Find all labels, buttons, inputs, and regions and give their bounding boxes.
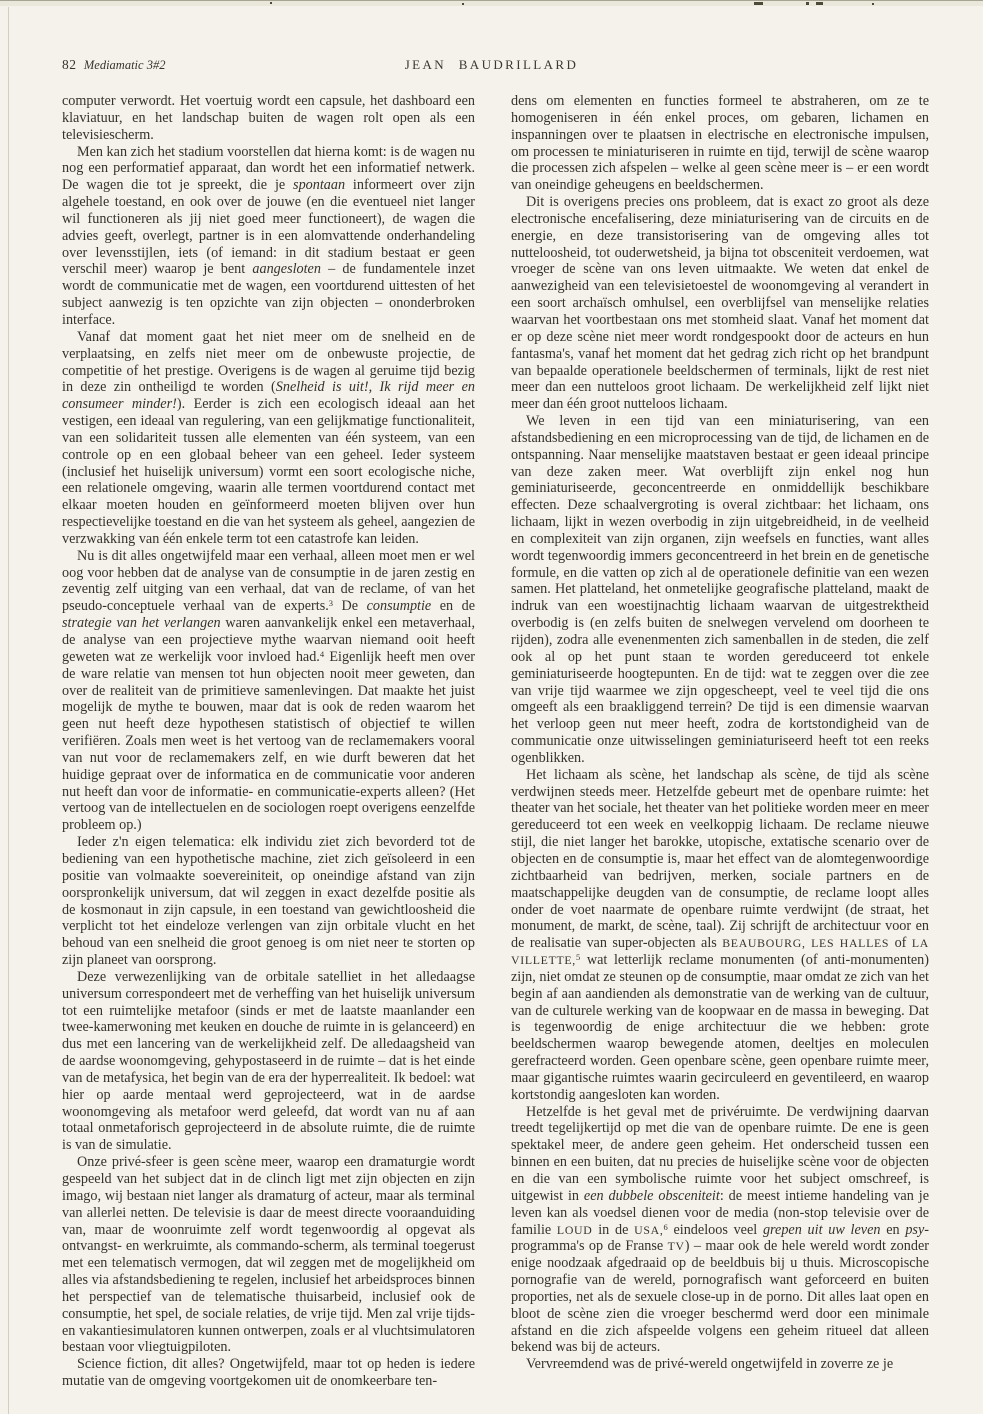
scan-artifact <box>816 2 823 5</box>
text-column-right <box>511 93 929 1399</box>
scan-edge-top <box>0 0 983 6</box>
paragraph: Vanaf dat moment gaat het niet meer om de snelheid en de verplaatsing, en zelfs niet meer om de onbewuste projectie, de competitie of het prestige. Overigens is de wagen al geruime tijd bezig in deze zin ontheiligd te worden (Snelheid is uit!, Ik rijd meer en consumeer minder!). Eerder is zich een ecologisch ideaal aan het vestigen, een ideaal van regulering, van een gelijkmatige functionaliteit, van een solidariteit tussen alle elementen van één systeem, van een controle op en een globaal beheer van een geheel. Ieder systeem (inclusief het huiselijk universum) vormt een soort ecologische niche, een relationele omgeving, waarin alle termen voortdurend contact met elkaar moeten houden en geïnformeerd moeten blijven over hun respectievelijke toestand en die van het systeem als geheel, aangezien de verzwakking van één enkele term tot een catastrofe kan leiden. <box>62 328 475 547</box>
page-header <box>0 57 983 79</box>
paragraph: Onze privé-sfeer is geen scène meer, waarop een dramaturgie wordt gespeeld van het subject dat in de clinch ligt met zijn objecten en zijn imago, wij bestaan niet langer als dramaturg of acteur, maar als terminal van allerlei netten. De televisie is daar de meest directe vooraanduiding van, maar de woonruimte zelf wordt tegenwoordig al opgevat als ontvangst- en werkruimte, als commando-scherm, als terminal toegerust met een telematisch vermogen, dat wil zeggen met de mogelijkheid om alles via afstandsbediening te regelen, inclusief het arbeidsproces binnen het perspectief van de telematische thuisarbeid, inclusief ook de consumptie, het spel, de sociale relaties, de vrije tijd. Men zal vrije tijds- en vakantiesimulatoren kunnen ontwerpen, zoals er al vluchtsimulatoren bestaan voor vliegtuigpiloten. <box>62 1154 475 1356</box>
journal-title: Mediamatic 3#2 <box>83 58 166 72</box>
text-column-left <box>62 93 475 1399</box>
scan-artifact <box>806 2 809 5</box>
paragraph: Dit is overigens precies ons probleem, dat is exact zo groot als deze electronische encefalisering, deze miniaturisering van de circuits en de energie, en deze transistorisering van de omgeving alles tot nutteloosheid, tot ouderwetsheid, ja bijna tot obsceniteit verdoemen, wat vroeger de scène van ons leven uitmaakte. We weten dat enkel de aanwezigheid van een televisietoestel de woonomgeving al verandert in een soort archaïsch omhulsel, een overblijfsel van menselijke relaties waarvan het voortbestaan ons met stomheid slaat. Vanaf het moment dat er op deze scène niet meer wordt rondgespookt door de acteurs en hun fantasma's, vanaf het moment dat het gedrag zich richt op het brandpunt van bepaalde operationele beeldschermen of terminals, lijkt de rest niet meer dan een nutteloos groot lichaam. De werkelijkheid zelf lijkt niet meer dan één groot nutteloos lichaam. <box>511 194 929 413</box>
author-name: JEAN BAUDRILLARD <box>404 57 579 72</box>
paragraph: Vervreemdend was de privé-wereld ongetwijfeld in zoverre ze je <box>526 1356 894 1373</box>
paragraph: Men kan zich het stadium voorstellen dat hierna komt: is de wagen nu nog een performatief apparaat, dan wordt het een informatief netwerk. De wagen die tot je spreekt, die je spontaan informeert over zijn algehele toestand, en ook over de jouwe (en die eventueel niet langer wil functioneren als jij niet goed meer functioneert), de wagen die advies geeft, overlegt, partner is in een alomvattende onderhandeling over levensstijlen, iets (of iemand: in dit stadium bestaat er geen verschil meer) waarop je bent aangesloten – de fundamentele inzet wordt de communicatie met de wagen, een voortdurend uittesten of het subject aanwezig is ten opzichte van zijn objecten – ononderbroken interface. <box>62 143 475 328</box>
paragraph: dens om elementen en functies formeel te abstraheren, om ze te homogeniseren in één enkel proces, om gebaren, lichamen en inspanningen over te plaatsen in electrische en electronische impulsen, om processen te miniaturiseren in ruimte en tijd, terwijl de scène waarop die processen zich afspelen – welke al geen scène meer is – er een wordt van oneindige geheugens en beeldschermen. <box>511 93 929 194</box>
paragraph: Ieder z'n eigen telematica: elk individu ziet zich bevorderd tot de bediening van een hypothetische machine, ziet zich geïsoleerd in een positie van volmaakte soevereiniteit, op oneindige afstand van zijn oorspronkelijk universum, dat wil zeggen in exact dezelfde positie als de kosmonaut in zijn capsule, in een toestand van gewichtloosheid die verplicht tot het eindeloze verlengen van zijn orbitale vlucht en het behoud van een snelheid die groot genoeg is om niet neer te storten op zijn planeet van oorsprong. <box>62 834 475 969</box>
paragraph: We leven in een tijd van een miniaturisering, van een afstandsbediening en een microprocessing van de tijd, de lichamen en de ontspanning. Naar menselijke maatstaven bestaat er geen ideaal principe van deze zaken meer. Wat overblijft zijn enkel nog hun geminiaturiseerde, geconcentreerde en onmiddellijk beschikbare effecten. Deze schaalvergroting is overal zichtbaar: het lichaam, ons lichaam, lijkt in wezen overbodig in zijn uitgebreidheid, in de veelheid en complexiteit van zijn organen, zijn weefsels en functies, want alles wordt tegenwoordig immers geconcentreerd in het brein en de genetische formule, en die vatten op zich al de operationele definitie van een wezen samen. Het platteland, het onmetelijke geografische platteland, maakt de indruk van een woestijnachtig lichaam waarvan de uitgestrektheid overbodig is (en zelfs buiten de snelwegen vervelend om doorheen te rijden), zodra alle evenenmenten zich samenballen in de steden, die zelf ook al op het punt staan te worden gereduceerd tot enkele geminiaturiseerde hoogtepunten. En de tijd: wat te zeggen over die zee van vrije tijd waarmee we zijn opgescheept, veel te veel tijd die ons omgeeft als een braakliggend terrein? De tijd is een dimensie waarvan het verloop geen nut meer heeft, zodra de kortstondigheid van de communicatie onze uitwisselingen geminiaturiseerd heeft tot een reeks ogenblikken. <box>511 413 929 766</box>
scan-artifact <box>270 2 272 4</box>
scan-artifact <box>872 3 874 5</box>
paragraph: Het lichaam als scène, het landschap als scène, de tijd als scène verdwijnen steeds meer. Hetzelfde gebeurt met de openbare ruimte: het theater van het sociale, het theater van het politieke worden meer en meer gereduceerd tot een week en veelkoppig lichaam. De reclame nieuwe stijl, die niet langer het barokke, utopische, extatische scenario over de objecten en de consumptie is, maar het effect van de alomtegenwoordige zichtbaarheid van bedrijven, merken, sociale partners en de maatschappelijke deugden van de consumptie, de reclame loopt alles onder de voet naarmate de openbare ruimte verdwijnt (de straat, het monument, de markt, de scène, taal). Zij schrijft de architectuur voor en de realisatie van super-objecten als BEAUBOURG, LES HALLES of LA VILLETTE,$^5$ wat letterlijk reclame monumenten (of anti-monumenten) zijn, niet omdat ze steunen op de consumptie, maar omdat ze zich van het begin af aan aandienden als demonstratie van de werking van de cultuur, van de culturele werking van de koopwaar en de massa in beweging. Dat is tegenwoordig de enige architectuur die we hebben: grote beeldschermen waarop bewegende atomen, deeltjes en moleculen gerefracteerd worden. Geen openbare scène, geen openbare ruimte meer, maar gigantische ruimtes waarin gecirculeerd en geventileerd, en waarop kortstondig aangesloten kan worden. <box>511 766 929 1103</box>
paragraph: Nu is dit alles ongetwijfeld maar een verhaal, alleen moet men er wel oog voor hebben dat de analyse van de consumptie in de jaren zestig en zeventig zelf uitging van een verhaal, dat van de reclame, of van het pseudo-conceptuele verhaal van de experts.$^3$ De consumptie en de strategie van het verlangen waren aanvankelijk enkel een metaverhaal, de analyse van een projectieve mythe waarvan niemand ooit heeft geweten wat ze werkelijk voor invloed had.$^4$ Eigenlijk heeft men over de ware relatie van mensen tot hun objecten nooit meer geweten, dan over de realiteit van de primitieve samenlevingen. Dat maakte het juist mogelijk de mythe te bouwen, maar dat is ook de reden waarom het geen nut heeft deze hypothesen statistisch of objectief te willen verifiëren. Zoals men weet is het vertoog van de reclamemakers vooral van nut voor de reclamemakers zelf, en wie durft beweren dat het huidige gepraat over de informatica en de communicatie voor anderen nut heeft dan voor de informatie- en communicatie-experts alleen? (Het vertoog van de intellectuelen en de sociologen roept overigens eenzelfde probleem op.) <box>62 547 475 834</box>
folio-block <box>62 57 165 73</box>
scan-artifact <box>462 3 464 5</box>
scan-artifact <box>754 2 763 5</box>
paragraph: Hetzelfde is het geval met de privéruimte. De verdwijning daarvan treedt tegelijkertijd op met die van de openbare ruimte. De ene is geen spektakel meer, de andere geen geheim. Het onderscheid tussen een binnen en een buiten, dat nu precies de huiselijke scène voor de objecten en die van een symbolische ruimte voor het subject omschreef, is uitgewist in een dubbele obsceniteit: de meest intieme handeling van je leven kan als voedsel dienen voor de media (non-stop televisie over de familie LOUD in de USA,$^6$ eindeloos veel grepen uit uw leven en psy-programma's op de Franse TV) – maar ook de hele wereld wordt zonder enige noodzaak afgedraaid op de beeldbuis bij u thuis. Microscopische pornografie van de wereld, pornografisch want geforceerd en buiten proporties, net als de sexuele close-up in de porno. Dit alles laat open en bloot de scène zien die vroeger beschermd werd door een minimale afstand en die zich afspeelde volgens een geheim ritueel dat alleen bekend was bij de acteurs. <box>511 1103 929 1356</box>
paragraph: computer verwordt. Het voertuig wordt een capsule, het dashboard een klaviatuur, en het landschap buiten de wagen rolt open als een televisiescherm. <box>62 93 475 143</box>
paragraph: Science fiction, dit alles? Ongetwijfeld, maar tot op heden is iedere mutatie van de omgeving voortgekomen uit de onomkeerbare ten- <box>62 1356 475 1390</box>
paragraph: Deze verwezenlijking van de orbitale satelliet in het alledaagse universum correspondeert met de verheffing van het huiselijk universum tot een ruimtelijke metafoor (sinds er met de laatste maanlander een twee-kamerwoning met keuken en douche de ruimte in is gelanceerd) en dus met een lancering van de werkelijkheid zelf. De alledaagsheid van de aardse woonomgeving, gehypostaseerd in de ruimte – dat is het einde van de metafysica, het begin van de era der hyperrealiteit. Ik bedoel: wat hier op aarde mentaal werd geprojecteerd, wat in de aardse woonomgeving als metafoor werd geleefd, dat wordt van nu af aan totaal onmetaforisch geprojecteerd in de absolute ruimte, die de ruimte is van de simulatie. <box>62 968 475 1154</box>
scan-edge-left <box>8 7 9 1414</box>
page-number: 82 <box>62 57 77 72</box>
